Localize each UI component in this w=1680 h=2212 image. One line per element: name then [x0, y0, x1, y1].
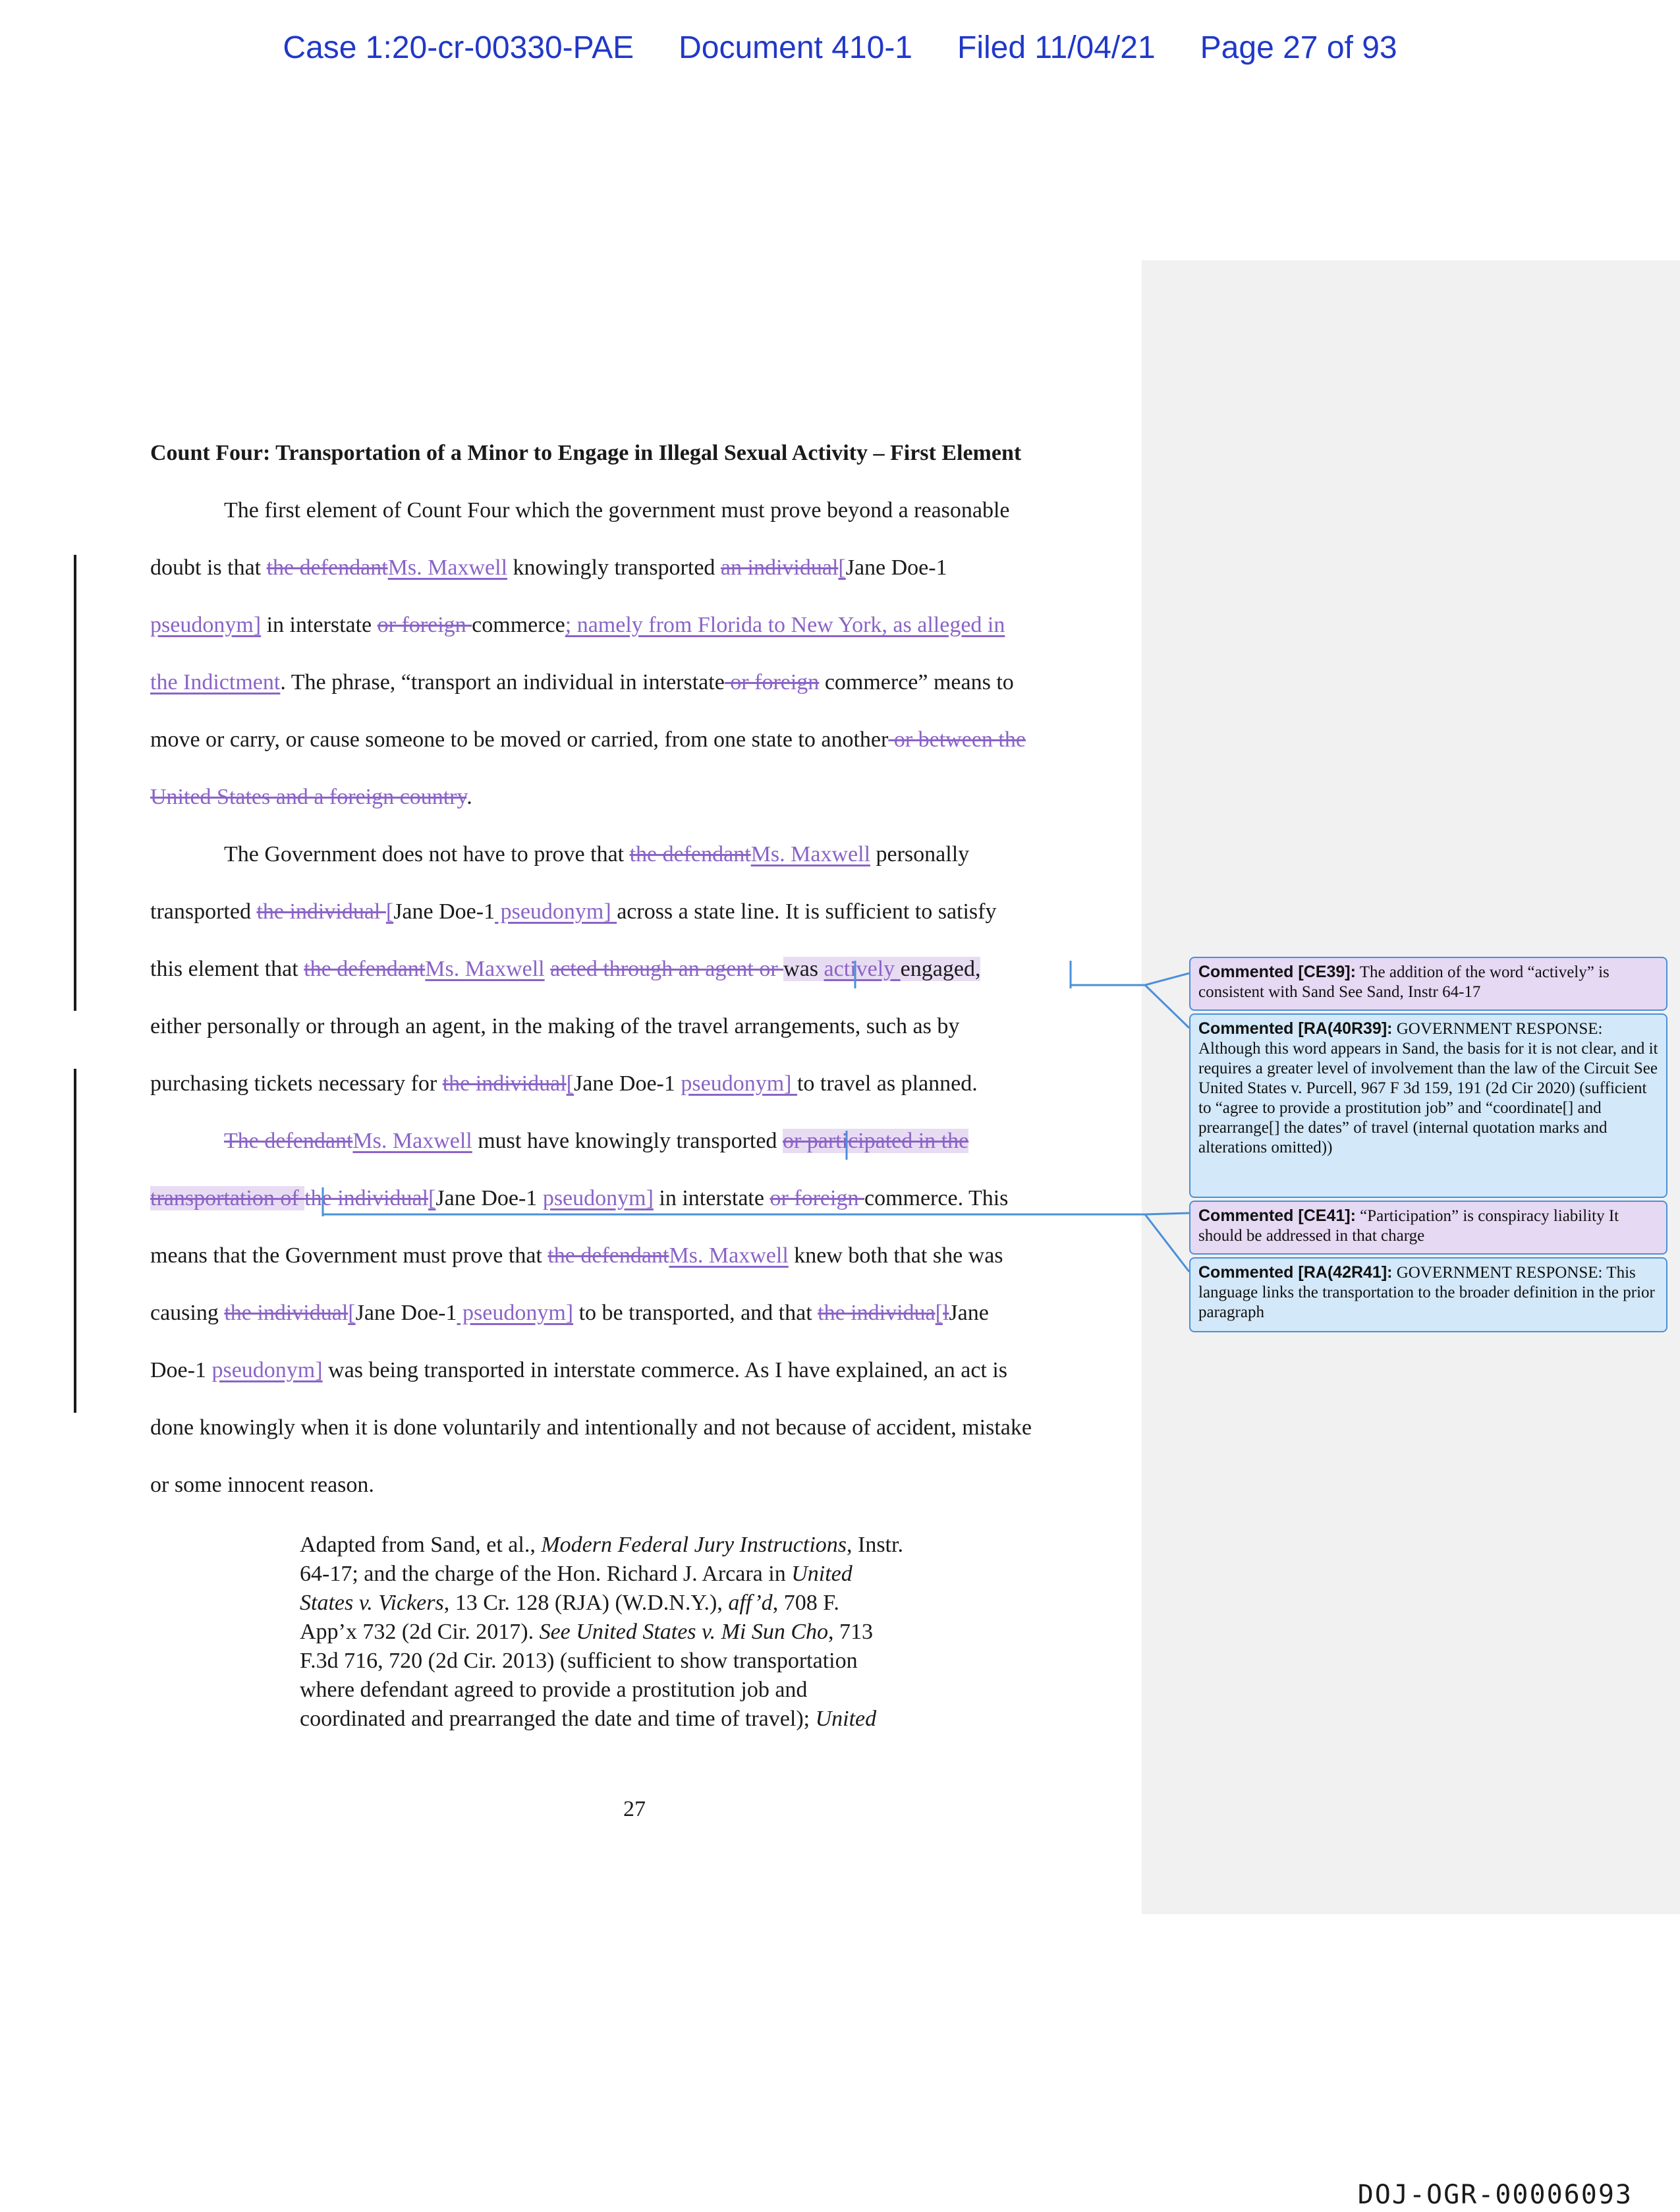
text-line: either personally or through an agent, in the making of the travel arrangements, such as by: [150, 1014, 960, 1038]
section-heading: Count Four: Transportation of a Minor to Engage in Illegal Sexual Activity – First Element: [150, 441, 1022, 465]
comment-balloon[interactable]: Commented [RA(42R41]: GOVERNMENT RESPONSE: This language links the transportation to the broader definition in the prior paragraph: [1189, 1257, 1667, 1332]
page-number: 27: [623, 1797, 646, 1821]
text-line: pseudonym] in interstate or foreign commerce; namely from Florida to New York, as alleged in: [150, 613, 1005, 637]
comment-balloon[interactable]: Commented [CE39]: The addition of the word “actively” is consistent with Sand See Sand, Instr 64-17: [1189, 957, 1667, 1011]
citation-line: coordinated and prearranged the date and time of travel); United: [300, 1707, 877, 1731]
text-line: The first element of Count Four which the government must prove beyond a reasonable: [224, 498, 1010, 523]
page-count: Page 27 of 93: [1200, 30, 1397, 65]
text-line: transported the individual [Jane Doe-1 pseudonym] across a state line. It is sufficient to satisfy: [150, 899, 997, 924]
text-line: purchasing tickets necessary for the individual[Jane Doe-1 pseudonym] to travel as planned.: [150, 1071, 978, 1096]
text-line: means that the Government must prove that the defendantMs. Maxwell knew both that she was: [150, 1243, 1003, 1268]
text-line: done knowingly when it is done voluntarily and intentionally and not because of accident, mistake: [150, 1415, 1032, 1440]
text-line: doubt is that the defendantMs. Maxwell knowingly transported an individual[Jane Doe-1: [150, 555, 947, 580]
citation-line: F.3d 716, 720 (2d Cir. 2013) (sufficient to show transportation: [300, 1649, 858, 1673]
case-header: [0, 30, 1680, 66]
filed-date: Filed 11/04/21: [957, 30, 1156, 65]
text-line: Doe-1 pseudonym] was being transported in interstate commerce. As I have explained, an act is: [150, 1358, 1008, 1382]
text-line: causing the individual[Jane Doe-1 pseudonym] to be transported, and that the individua[lJane: [150, 1301, 989, 1325]
case-number: Case 1:20-cr-00330-PAE: [283, 30, 634, 65]
text-line: move or carry, or cause someone to be moved or carried, from one state to another or between the: [150, 727, 1026, 752]
citation-line: Adapted from Sand, et al., Modern Federal Jury Instructions, Instr.: [300, 1533, 903, 1557]
text-line: the Indictment. The phrase, “transport an individual in interstate or foreign commerce” means to: [150, 670, 1014, 695]
comment-balloon[interactable]: Commented [CE41]: “Participation” is conspiracy liability It should be addressed in that charge: [1189, 1201, 1667, 1255]
citation-line: 64-17; and the charge of the Hon. Richard J. Arcara in United: [300, 1562, 853, 1586]
text-line: The defendantMs. Maxwell must have knowingly transported or participated in the: [224, 1129, 969, 1153]
text-line: United States and a foreign country.: [150, 785, 472, 809]
connector-ce41: [323, 1213, 1189, 1214]
text-line: or some innocent reason.: [150, 1473, 374, 1497]
change-bar: [74, 1069, 76, 1413]
bates-number: DOJ-OGR-00006093: [1357, 2180, 1633, 2210]
text-line: transportation of the individual[Jane Doe-1 pseudonym] in interstate or foreign commerce. This: [150, 1186, 1009, 1210]
text-line: The Government does not have to prove that the defendantMs. Maxwell personally: [224, 842, 970, 866]
text-line: this element that the defendantMs. Maxwell acted through an agent or was actively engaged,: [150, 957, 981, 981]
comment-anchor-ce41[interactable]: or participated in the: [782, 1129, 969, 1153]
comment-balloon[interactable]: Commented [RA(40R39]: GOVERNMENT RESPONSE: Although this word appears in Sand, the basis for it is not clear, and it requires a greater level of involvement than the law of the Circuit See United States v. Purcell, 967 F 3d 159, 191 (2d Cir 2020) (sufficient to “agree to provide a prostitution job” and “coordinate[] and prearrange[] the dates” of travel (internal quotation marks and alterations omitted)): [1189, 1013, 1667, 1198]
document-number: Document 410-1: [679, 30, 912, 65]
citation-line: States v. Vickers, 13 Cr. 128 (RJA) (W.D.N.Y.), aff’d, 708 F.: [300, 1591, 839, 1615]
citation-line: App’x 732 (2d Cir. 2017). See United States v. Mi Sun Cho, 713: [300, 1620, 874, 1644]
citation-line: where defendant agreed to provide a prostitution job and: [300, 1678, 808, 1702]
change-bar: [74, 555, 76, 1011]
comment-anchor-ce39[interactable]: was actively engaged,: [783, 957, 981, 981]
